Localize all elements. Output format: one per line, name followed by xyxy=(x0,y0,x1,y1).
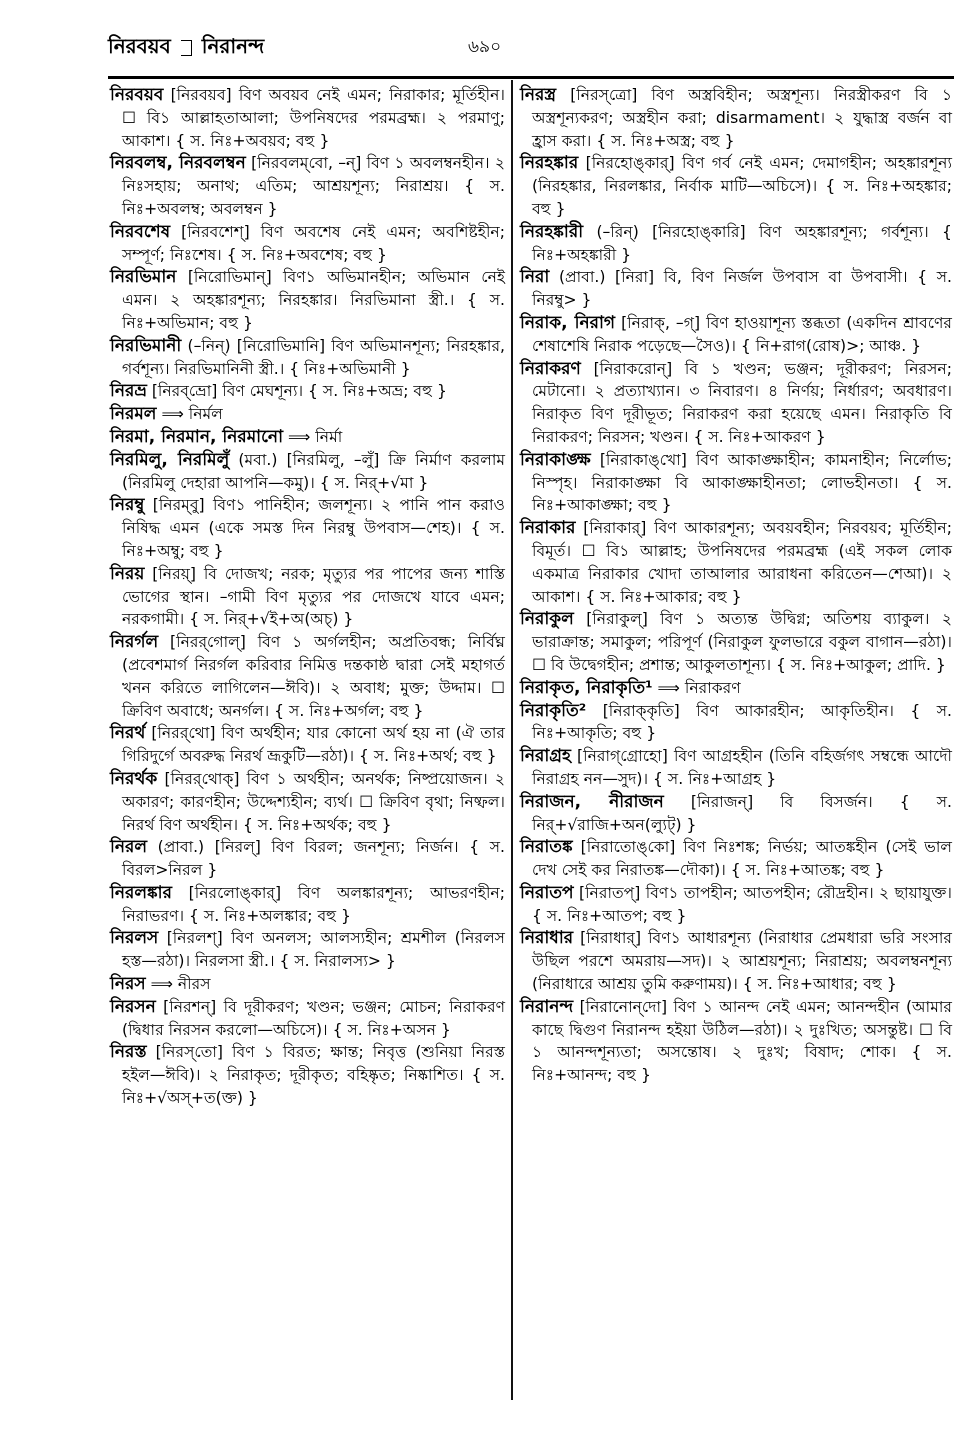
dictionary-entry xyxy=(520,677,952,700)
definition: [নিরাকাঙ্‌খো] বিণ আকাঙ্ক্ষাহীন; কামনাহীন; নির্লোভ; নিস্পৃহ। নিরাকাঙ্ক্ষা বি আকাঙ্ক্ষাহীনতা; লোভহীনতা। { স. নিঃ+আকাঙ্ক্ষা; বহু } xyxy=(532,450,952,515)
dictionary-entry xyxy=(110,1041,505,1109)
dictionary-entry xyxy=(520,266,952,312)
definition: [নিরাকার্‌] বিণ আকারশূন্য; অবয়বহীন; নিরবয়ব; মূর্তিহীন; বিমূর্ত। ☐ বি১ আল্লাহ; উপনিষদের পরমব্রহ্ম (এই সকল লোক একমাত্র নিরাকার খোদা তাআলার আরাধনা করিতেন—শেআ)। ২ আকাশ। { স. নিঃ+আকার; বহু } xyxy=(532,519,952,606)
dictionary-entry xyxy=(110,631,505,722)
definition: [নিরাকরোন্‌] বি ১ খণ্ডন; ভঞ্জন; দূরীকরণ; নিরসন; মেটানো। ২ প্রত্যাখ্যান। ৩ নিবারণ। ৪ নির্ণয়; নির্ধারণ; অবধারণ। নিরাকৃত বিণ দূরীভূত; নিরাকরণ করা হয়েছে এমন। নিরাকৃতি বি নিরাকরণ; নিরসন; খণ্ডন। { স. নিঃ+আকরণ } xyxy=(532,359,952,446)
definition: [নিরস্‌ত্রো] বিণ অস্ত্রবিহীন; অস্ত্রশূন্য। নিরস্ত্রীকরণ বি ১ অস্ত্রশূন্যকরণ; অস্ত্রহীন করা; disarmament। ২ যুদ্ধাস্ত্র বর্জন বা হ্রাস করা। { স. নিঃ+অস্ত্র; বহু } xyxy=(532,86,952,150)
dictionary-entry xyxy=(520,312,952,358)
headword: নিরভিমান xyxy=(110,267,177,288)
dictionary-entry xyxy=(520,84,952,152)
definition: (মবা.) [নিরমিলু, –লুঁ] ক্রি নির্মাণ করলাম (নিরমিলু দেহারা আপনি—কমু)। { স. নির্‌+√মা } xyxy=(122,450,505,492)
dictionary-entry xyxy=(520,221,952,267)
dictionary-entry xyxy=(520,152,952,220)
headword: নিরসন xyxy=(110,996,156,1017)
dictionary-entry xyxy=(520,700,952,746)
dictionary-entry xyxy=(520,791,952,837)
dictionary-entry xyxy=(110,380,505,403)
definition: (প্রাবা.) [নিরা] বি, বিণ নির্জল উপবাস বা উপবাসী। { স. নিরম্বু> } xyxy=(532,268,952,310)
headword: নিরাকৃতি² xyxy=(520,700,587,721)
headword: নিরর্থক xyxy=(110,768,158,789)
headword: নিরল xyxy=(110,837,148,858)
page-header xyxy=(108,30,956,70)
definition: [নিরবশেশ্‌] বিণ অবশেষ নেই এমন; অবশিষ্টহীন; সম্পূর্ণ; নিঃশেষ। { স. নিঃ+অবশেষ; বহু } xyxy=(122,222,505,264)
dictionary-entry xyxy=(110,882,505,928)
headword: নিরস xyxy=(110,974,146,995)
dictionary-entry xyxy=(110,563,505,631)
dictionary-entry xyxy=(520,882,952,928)
headword: নিরমিলু, নিরমিলুঁ xyxy=(110,449,230,470)
dictionary-entry xyxy=(110,722,505,768)
definition: [নিরাগ্‌গ্রোহো] বিণ আগ্রহহীন (তিনি বহির্জগৎ সম্বন্ধে আদৌ নিরাগ্রহ নন—সুদ)। { স. নিঃ+আগ্রহ } xyxy=(532,747,952,788)
dictionary-entry xyxy=(520,927,952,995)
column-divider xyxy=(511,80,513,1400)
headword: নিরাতপ xyxy=(520,882,574,903)
last-guide-word: নিরানন্দ xyxy=(201,34,265,58)
headword: নিরা xyxy=(520,267,550,288)
headword: নিরাকার xyxy=(520,518,576,539)
definition: [নিরর্‌থোক্‌] বিণ ১ অর্থহীন; অনর্থক; নিষ্প্রয়োজন। ২ অকারণ; কারণহীন; উদ্দেশ্যহীন; ব্যর্থ। ☐ ক্রিবিণ বৃথা; নিষ্ফল। নিরর্থ বিণ অর্থহীন। { স. নিঃ+অর্থক; বহু } xyxy=(122,769,505,834)
headword: নিরাধার xyxy=(520,928,574,949)
definition: ⟹ নিরাকরণ xyxy=(657,678,741,697)
definition: [নিরাক্‌কৃতি] বিণ আকারহীন; আকৃতিহীন। { স. নিঃ+আকৃতি; বহু } xyxy=(532,701,952,743)
dictionary-entry xyxy=(110,768,505,836)
definition: ⟹ নীরস xyxy=(150,975,211,994)
headword: নিরবলম্ব, নিরবলম্বন xyxy=(110,153,246,174)
headword: নিরাকরণ xyxy=(520,358,581,379)
dictionary-entry xyxy=(110,927,505,973)
dictionary-entry xyxy=(110,426,505,449)
headword: নিরাজন, নীরাজন xyxy=(520,791,664,812)
dictionary-entry xyxy=(110,266,505,334)
dictionary-entry xyxy=(520,745,952,791)
definition: [নিরশন্‌] বি দূরীকরণ; খণ্ডন; ভঞ্জন; মোচন; নিরাকরণ (দ্বিধার নিরসন করলো—অচিসে)। { স. নিঃ+অসন } xyxy=(122,997,506,1039)
headword: নিরহঙ্কার xyxy=(520,153,579,174)
headword: নিরলস xyxy=(110,928,159,949)
dictionary-entry xyxy=(520,836,952,882)
dictionary-entry xyxy=(520,517,952,608)
page-number: ৬৯০ xyxy=(468,37,502,57)
definition: ⟹ নির্মল xyxy=(161,405,223,424)
definition: [নিরস্‌তো] বিণ ১ বিরত; ক্ষান্ত; নিবৃত্ত (শুনিয়া নিরস্ত হইল—ঈবি)। ২ নিরাকৃত; দূরীকৃত; বহিষ্কৃত; নিষ্কাশিত। { স. নিঃ+√অস্‌+ত(ক্ত) } xyxy=(122,1043,505,1108)
definition: [নিরহোঙ্‌কার্‌] বিণ গর্ব নেই এমন; দেমাগহীন; অহঙ্কারশূন্য (নিরহঙ্কার, নিরলঙ্কার, নির্বাক মাটি—অচিসে)। { স. নিঃ+অহঙ্কার; বহু } xyxy=(532,154,952,218)
definition: [নিরর্‌গোল্‌] বিণ ১ অর্গলহীন; অপ্রতিবন্ধ; নির্বিঘ্ন (প্রবেশমার্গ নিরর্গল করিবার নিমিত্ত দন্তকাষ্ঠ দ্বারা সেই মহাগর্ত খনন করিতে লাগিলেন—ঈবি)। ২ অবাধ; মুক্ত; উদ্দাম। ☐ ক্রিবিণ অবাধে; অনর্গল। { স. নিঃ+অর্গল; বহু } xyxy=(122,633,505,720)
dictionary-entry xyxy=(110,836,505,882)
headword: নিরাকুল xyxy=(520,609,574,630)
definition: [নিরয়্‌] বি দোজখ; নরক; মৃত্যুর পর পাপের জন্য শাস্তি ভোগের স্থান। –গামী বিণ মৃত্যুর পর দোজখে যাবে এমন; নরকগামী। { স. নির্‌+√ই+অ(অচ্‌) } xyxy=(122,564,505,629)
headword: নিরর্থ xyxy=(110,723,146,744)
definition: [নিরানোন্‌দো] বিণ ১ আনন্দ নেই এমন; আনন্দহীন (আমার কাছে দ্বিগুণ নিরানন্দ হইয়া উঠিল—রঠা)। ২ দুঃখিত; অসন্তুষ্ট। ☐ বি ১ আনন্দশূন্যতা; অসন্তোষ। ২ দুঃখ; বিষাদ; শোক। { স. নিঃ+আনন্দ; বহু } xyxy=(532,997,952,1085)
definition: [নিরর্‌থো] বিণ অর্থহীন; যার কোনো অর্থ হয় না (ঐ তার গিরিদুর্গে অবরুদ্ধ নিরর্থ ভ্রূকুটি—রঠা)। { স. নিঃ+অর্থ; বহু } xyxy=(122,724,505,766)
left-column xyxy=(110,84,505,1110)
headword: নিরাক, নিরাগ xyxy=(520,312,616,333)
headword: নিরহঙ্কারী xyxy=(520,221,584,242)
right-column xyxy=(520,84,952,1087)
definition: [নিরাক্‌, –গ্‌] বিণ হাওয়াশূন্য স্তব্ধতা (একদিন শ্রাবণের শেষাশেষি নিরাক পড়েছে—সৈও)। { নি+রাগ(রোষ)>; আঞ্চ. } xyxy=(532,313,952,355)
running-head xyxy=(108,32,264,65)
definition: [নিরাতপ্‌] বিণ১ তাপহীন; আতপহীন; রৌদ্রহীন। ২ ছায়াযুক্ত। { স. নিঃ+আতপ; বহু } xyxy=(532,883,952,925)
dictionary-entry xyxy=(110,449,505,495)
definition: (প্রাবা.) [নিরল্‌] বিণ বিরল; জনশূন্য; নির্জন। { স. বিরল>নিরল } xyxy=(122,838,505,880)
dictionary-entry xyxy=(110,335,505,381)
headword: নিরবয়ব xyxy=(110,85,164,105)
headword: নিরাতঙ্ক xyxy=(520,837,573,858)
dictionary-entry xyxy=(110,494,505,562)
definition: [নিরম্‌বু] বিণ১ পানিহীন; জলশূন্য। ২ পানি পান করাও নিষিদ্ধ এমন (একে সমস্ত দিন নিরম্বু উপবাস—শেহ)। { স. নিঃ+অম্বু; বহু } xyxy=(122,496,505,560)
dictionary-entry xyxy=(110,84,505,152)
definition: [নিরাজন্‌] বি বিসর্জন। { স. নির্‌+√রাজি+অন(ল্যুট্‌) } xyxy=(532,792,953,834)
headword: নিরবশেষ xyxy=(110,221,171,242)
headword: নিরানন্দ xyxy=(520,996,574,1017)
headword: নিরর্গল xyxy=(110,632,159,653)
dictionary-entry xyxy=(110,973,505,996)
definition: [নিরাকুল্‌] বিণ ১ অত্যন্ত উদ্বিগ্ন; অতিশয় ব্যাকুল। ২ ভারাক্রান্ত; সমাকুল; পরিপূর্ণ (নিরাকুল ফুলভারে বকুল বাগান—রঠা)। ☐ বি উদ্বেগহীন; প্রশান্ত; আকুলতাশূন্য। { স. নিঃ+আকুল; প্রাদি. } xyxy=(532,610,952,674)
headword: নিরস্ত্র xyxy=(520,85,557,105)
headword: নিরভিমানী xyxy=(110,335,182,356)
headword: নিরস্ত xyxy=(110,1042,147,1063)
headword: নিরাকাঙ্ক্ষ xyxy=(520,449,591,470)
dictionary-entry xyxy=(520,358,952,449)
dictionary-entry xyxy=(520,996,952,1087)
dictionary-entry xyxy=(110,403,505,426)
dictionary-entry xyxy=(110,221,505,267)
definition: [নিরবয়ব] বিণ অবয়ব নেই এমন; নিরাকার; মূর্তিহীন। ☐ বি১ আল্লাহতাআলা; উপনিষদের পরমব্রহ্ম। ২ পরমাণু; আকাশ। { স. নিঃ+অবয়ব; বহু } xyxy=(122,86,505,150)
headword: নিরাগ্রহ xyxy=(520,746,571,767)
definition: [নিরলোঙ্‌কার্‌] বিণ অলঙ্কারশূন্য; আভরণহীন; নিরাভরণ। { স. নিঃ+অলঙ্কার; বহু } xyxy=(122,883,505,925)
dictionary-entry xyxy=(110,996,505,1042)
header-rule xyxy=(108,76,954,79)
definition: (–নিন্‌) [নিরোভিমানি] বিণ অভিমানশূন্য; নিরহঙ্কার, গর্বশূন্য। নিরভিমানিনী স্ত্রী.। { নিঃ+অভিমানী } xyxy=(122,336,505,378)
definition: (–রিন্‌) [নিরহোঙ্‌কারি] বিণ অহঙ্কারশূন্য; গর্বশূন্য। { নিঃ+অহঙ্কারী } xyxy=(532,222,952,264)
bracket-icon xyxy=(181,40,192,56)
headword: নিরভ্র xyxy=(110,381,147,402)
definition: [নিরাতোঙ্‌কো] বিণ নিঃশঙ্ক; নির্ভয়; আতঙ্কহীন (সেই ভাল দেখ সেই কর নিরাতঙ্ক—দৌকা)। { স. নিঃ+আতঙ্ক; বহু } xyxy=(532,838,952,880)
dictionary-entry xyxy=(110,152,505,220)
definition: ⟹ নির্মা xyxy=(287,427,343,446)
headword: নিরমা, নিরমান, নিরমানো xyxy=(110,426,284,447)
headword: নিরমল xyxy=(110,404,157,425)
headword: নিরলঙ্কার xyxy=(110,882,172,903)
headword: নিরাকৃত, নিরাকৃতি¹ xyxy=(520,677,653,698)
dictionary-entry xyxy=(520,449,952,517)
definition: [নিরবলম্‌বো, –ন্‌] বিণ ১ অবলম্বনহীন। ২ নিঃসহায়; অনাথ; এতিম; আশ্রয়শূন্য; নিরাশ্রয়। { স. নিঃ+অবলম্ব; অবলম্বন } xyxy=(122,154,505,218)
headword: নিরম্বু xyxy=(110,495,145,516)
definition: [নিরব্‌ভ্রো] বিণ মেঘশূন্য। { স. নিঃ+অভ্র; বহু } xyxy=(151,382,447,401)
definition: [নিরোভিমান্‌] বিণ১ অভিমানহীন; অভিমান নেই এমন। ২ অহঙ্কারশূন্য; নিরহঙ্কার। নিরভিমানা স্ত্রী.। { স. নিঃ+অভিমান; বহু } xyxy=(122,268,505,332)
definition: [নিরাধার্‌] বিণ১ আধারশূন্য (নিরাধার প্রেমধারা ভরি সংসার উছিল পরশে অমরায়—সদ)। ২ আশ্রয়শূন্য; নিরাশ্রয়; অবলম্বনশূন্য (নিরাধারে আশ্রয় তুমি করুণাময়)। { স. নিঃ+আধার; বহু } xyxy=(532,929,952,994)
dictionary-entry xyxy=(520,608,952,676)
first-guide-word: নিরবয়ব xyxy=(108,34,171,58)
definition: [নিরলশ্‌] বিণ অনলস; আলস্যহীন; শ্রমশীল (নিরলস হস্ত—রঠা)। নিরলসা স্ত্রী.। { স. নিরালস্য> } xyxy=(122,929,505,971)
headword: নিরয় xyxy=(110,563,145,584)
